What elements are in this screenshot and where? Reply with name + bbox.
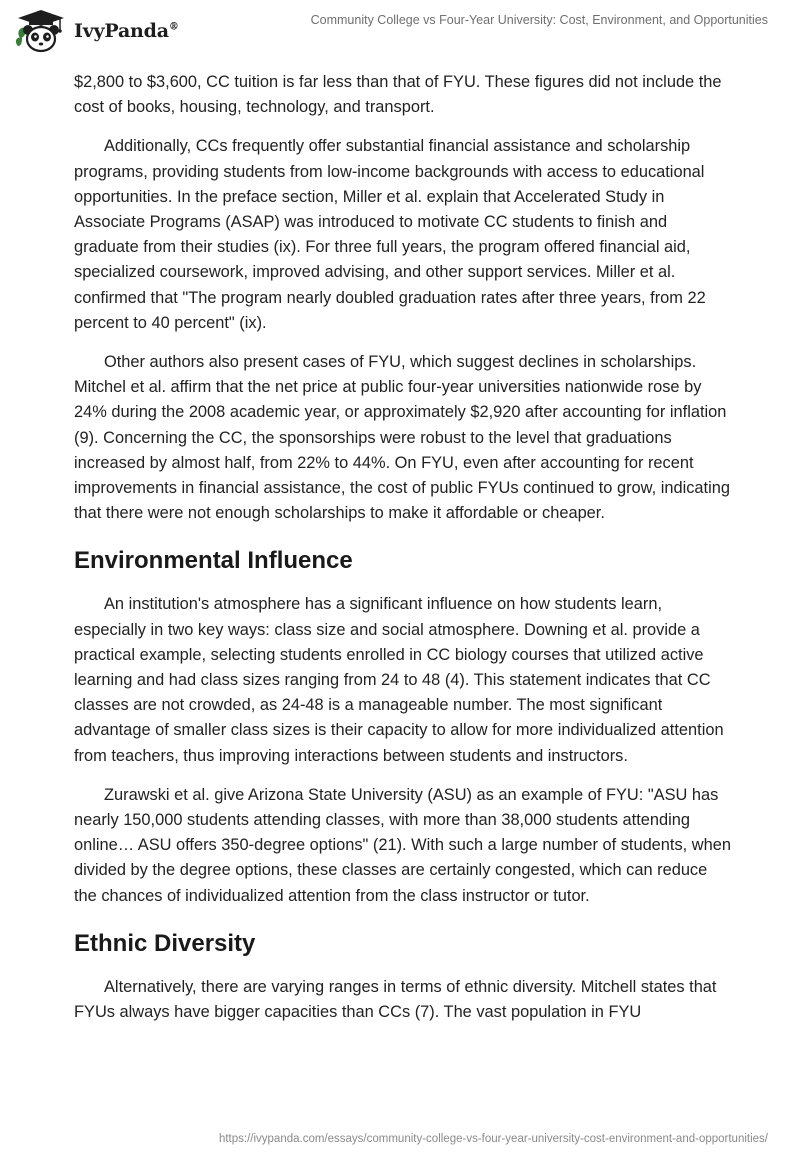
page-header bbox=[0, 0, 800, 62]
paragraph: Additionally, CCs frequently offer substantial financial assistance and scholarship programs, providing students from low-income backgrounds with access to educational opportunities. In the preface section, Miller et al. explain that Accelerated Study in Associate Programs (ASAP) was introduced to motivate CC students to finish and graduate from their studies (ix). For three full years, the program offered financial aid, specialized coursework, improved advising, and other support services. Miller et al. confirmed that "The program nearly doubled graduation rates after three years, from 22 percent to 40 percent" (ix). bbox=[74, 137, 706, 332]
section-heading: Ethnic Diversity bbox=[74, 929, 256, 957]
source-url[interactable]: https://ivypanda.com/essays/community-college-vs-four-year-university-cost-environment-and-opportunities/ bbox=[218, 1133, 768, 1145]
essay-body bbox=[74, 70, 734, 1039]
paragraph: Zurawski et al. give Arizona State University (ASU) as an example of FYU: "ASU has nearly 150,000 students attending classes, with more than 38,000 students attending online… ASU offers 350-degree options" (21). With such a large number of students, when divided by the degree options, these classes are certainly congested, which can reduce the chances of individualized attention from the class instructor or tutor. bbox=[74, 785, 731, 905]
paragraph: Alternatively, there are varying ranges in terms of ethnic diversity. Mitchell states that FYUs always have bigger capacities than CCs (7). The vast population in FYU bbox=[74, 977, 717, 1022]
ivypanda-logo[interactable] bbox=[14, 8, 179, 54]
brand-name: IvyPanda® bbox=[74, 20, 179, 42]
section-heading: Environmental Influence bbox=[74, 547, 353, 575]
paragraph: Other authors also present cases of FYU, which suggest declines in scholarships. Mitchel et al. affirm that the net price at public four-year universities nationwide rose by 24% during the 2008 academic year, or approximately $2,920 after accounting for inflation (9). Concerning the CC, the sponsorships were robust to the level that graduations increased by almost half, from 22% to 44%. On FYU, even after accounting for recent improvements in financial assistance, the cost of public FYUs continued to grow, indicating that there were not enough scholarships to make it affordable or cheaper. bbox=[74, 353, 730, 523]
paragraph: $2,800 to $3,600, CC tuition is far less than that of FYU. These figures did not include the cost of books, housing, technology, and transport. bbox=[74, 73, 722, 117]
document-title: Community College vs Four-Year University: Cost, Environment, and Opportunities bbox=[310, 13, 768, 27]
panda-graduate-icon bbox=[14, 8, 68, 54]
paragraph: An institution's atmosphere has a significant influence on how students learn, especially in two key ways: class size and social atmosphere. Downing et al. provide a practical example, selecting students enrolled in CC biology courses that utilized active learning and had class sizes ranging from 24 to 48 (4). This statement indicates that CC classes are not crowded, as 24-48 is a manageable number. The most significant advantage of smaller class sizes is their capacity to allow for more individualized attention from teachers, thus improving interactions between students and instructors. bbox=[74, 595, 724, 765]
